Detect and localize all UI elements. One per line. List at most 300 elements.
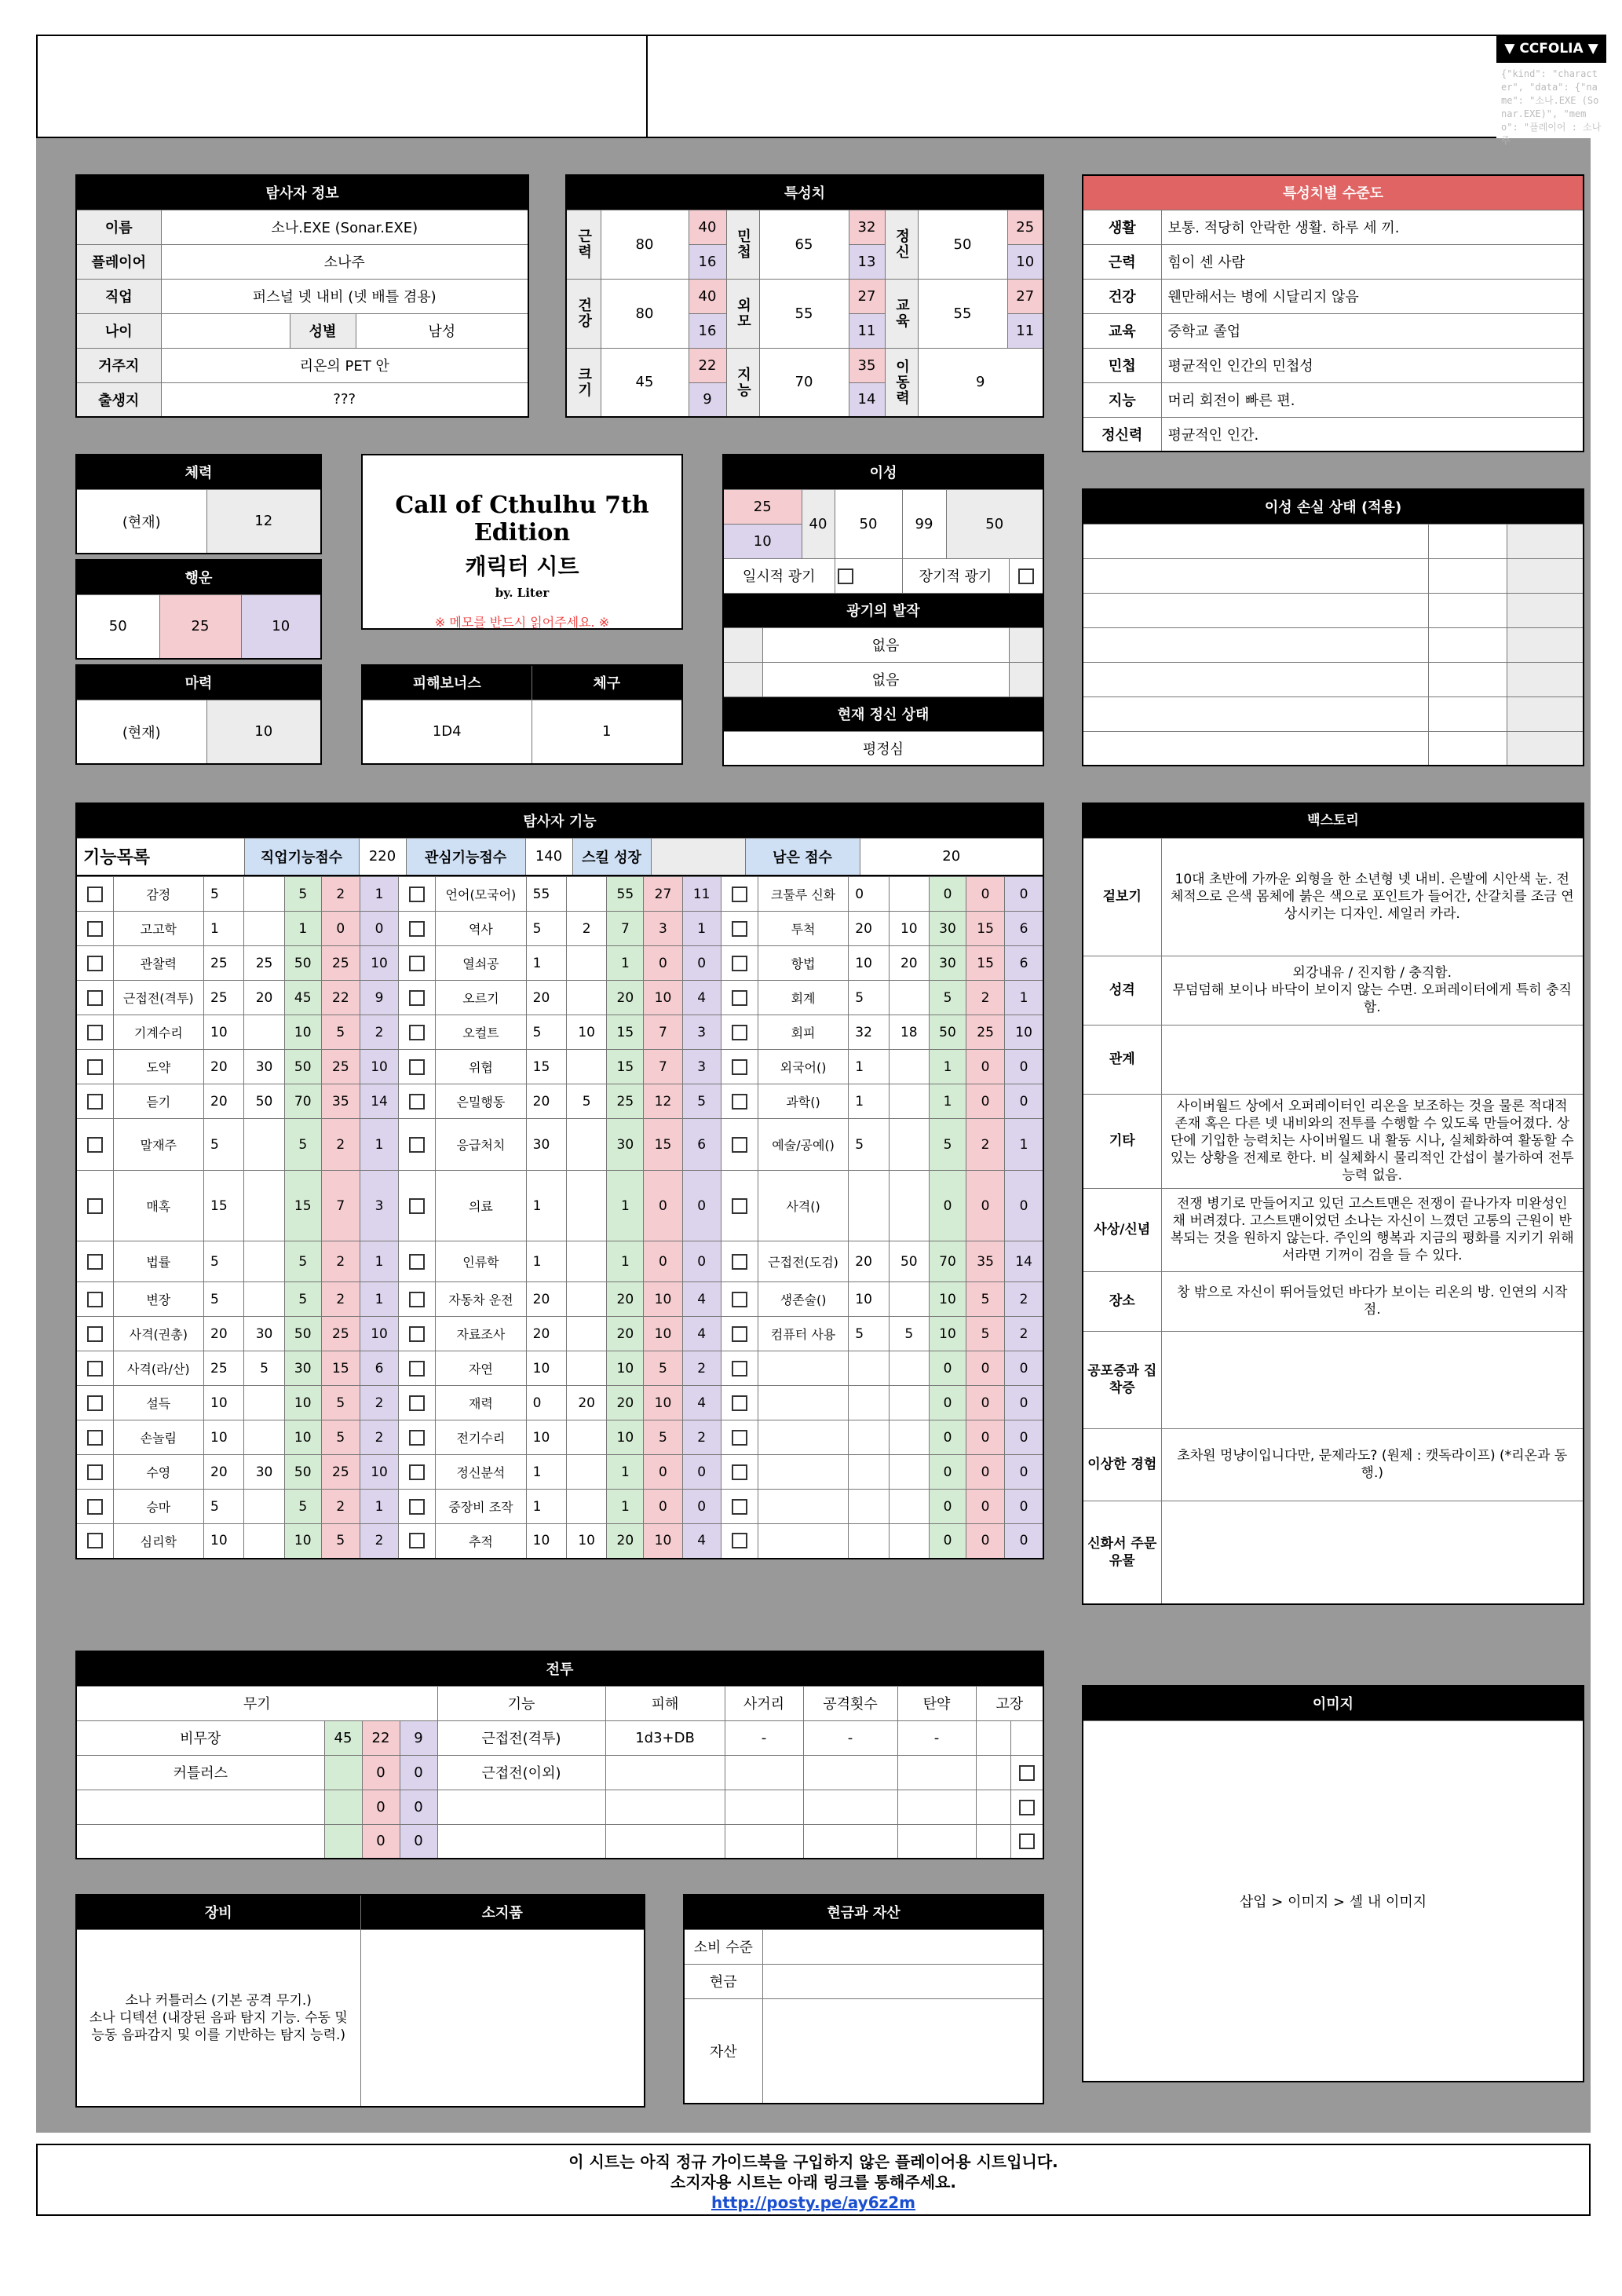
skill-base[interactable]: 5	[204, 877, 244, 912]
weapon-range[interactable]: -	[725, 1720, 803, 1755]
skill-occupation[interactable]: 25	[244, 946, 284, 981]
sex-field[interactable]: 남성	[356, 313, 528, 348]
skill-half: 2	[321, 877, 360, 912]
sanity-loss-cell[interactable]	[1428, 731, 1507, 766]
skill-occupation[interactable]	[889, 1050, 929, 1084]
skill-occupation[interactable]: 2	[567, 912, 607, 946]
skill-check-cell	[721, 946, 758, 981]
skill-base[interactable]: 32	[849, 1015, 889, 1050]
skill-base[interactable]	[849, 1490, 889, 1524]
weapon-ammo[interactable]: -	[897, 1720, 976, 1755]
skill-occupation[interactable]	[889, 1119, 929, 1171]
weapon-ammo[interactable]	[897, 1824, 976, 1859]
skill-check-cell	[399, 1490, 436, 1524]
skill-base[interactable]: 1	[526, 1455, 566, 1490]
sanity-current[interactable]: 50	[835, 489, 902, 558]
skill-half: 25	[321, 1455, 360, 1490]
skill-occupation[interactable]	[244, 1524, 284, 1559]
skill-checkbox[interactable]	[732, 1464, 747, 1480]
skill-checkbox[interactable]	[87, 921, 103, 937]
skill-occupation[interactable]: 30	[244, 1050, 284, 1084]
level-value[interactable]: 웬만해서는 병에 시달리지 않음	[1161, 279, 1584, 313]
footer-link[interactable]: http://posty.pe/ay6z2m	[711, 2193, 916, 2212]
skill-base[interactable]	[849, 1420, 889, 1455]
skill-occupation[interactable]	[567, 1241, 607, 1282]
residence-field[interactable]: 리온의 PET 안	[161, 348, 528, 382]
level-value[interactable]: 보통. 적당히 안락한 생활. 하루 세 끼.	[1161, 210, 1584, 244]
malfunction-checkbox[interactable]	[1019, 1834, 1035, 1849]
skill-base[interactable]: 15	[204, 1171, 244, 1241]
skill-base[interactable]: 10	[526, 1524, 566, 1559]
skill-checkbox[interactable]	[409, 1395, 425, 1411]
skill-occupation[interactable]	[244, 1282, 284, 1317]
skill-checkbox[interactable]	[87, 990, 103, 1006]
skill-occupation[interactable]	[567, 1282, 607, 1317]
skill-checkbox[interactable]	[87, 1430, 103, 1446]
skill-occupation[interactable]	[889, 1282, 929, 1317]
possessions-field[interactable]	[360, 1929, 645, 2107]
skill-occupation[interactable]: 5	[889, 1317, 929, 1351]
skill-checkbox[interactable]	[732, 1025, 747, 1040]
skill-occupation[interactable]	[889, 1455, 929, 1490]
skill-checkbox[interactable]	[409, 1254, 425, 1270]
skill-occupation[interactable]	[244, 1386, 284, 1420]
malfunction-checkbox[interactable]	[1019, 1765, 1035, 1781]
skill-occupation[interactable]	[567, 1171, 607, 1241]
skill-checkbox[interactable]	[87, 1499, 103, 1515]
weapon-damage[interactable]: 1d3+DB	[605, 1720, 725, 1755]
sanity-loss-cell[interactable]	[1083, 696, 1428, 731]
skill-base[interactable]	[849, 1524, 889, 1559]
skill-occupation[interactable]	[889, 1386, 929, 1420]
skill-base[interactable]: 1	[526, 946, 566, 981]
skill-row	[76, 1420, 1043, 1455]
skill-checkbox[interactable]	[732, 1326, 747, 1342]
equipment-text[interactable]: 소나 커틀러스 (기본 공격 무기.) 소나 디텍션 (내장된 음파 탐지 기능. 수동 및 능동 음파감지 및 이를 기반하는 탐지 능력.)	[76, 1929, 360, 2107]
skill-occupation[interactable]	[567, 1490, 607, 1524]
skill-checkbox[interactable]	[87, 1094, 103, 1110]
skill-checkbox[interactable]	[409, 956, 425, 971]
backstory-value[interactable]: 10대 초반에 가까운 외형을 한 소년형 넷 내비. 은발에 시안색 눈. 전체적으로 은색 몸체에 붉은 색으로 포인트가 들어간, 산갈치를 조금 연상시키는 디자인. 세일러 카라.	[1161, 838, 1584, 956]
mov-value[interactable]: 9	[918, 348, 1043, 417]
weapon-ammo[interactable]	[897, 1755, 976, 1790]
skill-occupation[interactable]	[244, 1171, 284, 1241]
image-title: 이미지	[1083, 1686, 1584, 1720]
skill-base[interactable]: 20	[204, 1084, 244, 1119]
str-value[interactable]: 80	[601, 210, 689, 279]
malfunction-cell[interactable]	[976, 1720, 1010, 1755]
level-value[interactable]: 중학교 졸업	[1161, 313, 1584, 348]
skill-base[interactable]: 1	[849, 1084, 889, 1119]
skill-checkbox[interactable]	[732, 1499, 747, 1515]
skill-base[interactable]: 5	[204, 1119, 244, 1171]
skill-occupation[interactable]: 10	[889, 912, 929, 946]
temp-insanity-checkbox[interactable]	[838, 569, 853, 584]
skill-base[interactable]	[849, 1455, 889, 1490]
backstory-value[interactable]: 초차원 멍냥이입니다만, 문제라도? (원제 : 캣독라이프) (*리온과 동행.)	[1161, 1428, 1584, 1501]
skills-table	[75, 876, 1044, 1559]
skill-occupation[interactable]: 30	[244, 1455, 284, 1490]
skill-checkbox[interactable]	[87, 1137, 103, 1153]
skill-checkbox[interactable]	[87, 1254, 103, 1270]
skill-checkbox[interactable]	[409, 887, 425, 902]
skill-occupation[interactable]	[244, 1490, 284, 1524]
skill-occupation[interactable]	[244, 877, 284, 912]
skill-checkbox[interactable]	[732, 990, 747, 1006]
skill-name: 전기수리	[436, 1420, 527, 1455]
skill-occupation[interactable]	[244, 1420, 284, 1455]
weapon-skill[interactable]	[437, 1824, 605, 1859]
skill-checkbox[interactable]	[87, 1059, 103, 1075]
skill-checkbox[interactable]	[732, 1292, 747, 1307]
skill-fifth: 3	[682, 1015, 721, 1050]
sanity-loss-cell[interactable]	[1083, 593, 1428, 627]
skill-checkbox[interactable]	[409, 1464, 425, 1480]
bout-row-2[interactable]: 없음	[762, 662, 1009, 696]
skill-occupation[interactable]: 10	[567, 1524, 607, 1559]
skill-occupation[interactable]	[889, 1420, 929, 1455]
skill-base[interactable]: 10	[526, 1420, 566, 1455]
skill-half: 25	[966, 1015, 1005, 1050]
skill-base[interactable]: 5	[526, 912, 566, 946]
skill-checkbox[interactable]	[732, 921, 747, 937]
sanity-loss-cell[interactable]	[1083, 731, 1428, 766]
skill-occupation[interactable]	[567, 946, 607, 981]
level-value[interactable]: 힘이 센 사람	[1161, 244, 1584, 279]
weapon-range[interactable]	[725, 1790, 803, 1824]
skill-total: 5	[284, 1490, 321, 1524]
damage-bonus-value[interactable]: 1D4	[362, 700, 532, 764]
skill-base[interactable]: 30	[526, 1119, 566, 1171]
skill-base[interactable]: 20	[204, 1050, 244, 1084]
skill-occupation[interactable]	[567, 1351, 607, 1386]
skill-checkbox[interactable]	[87, 1361, 103, 1377]
skill-checkbox[interactable]	[409, 1499, 425, 1515]
sanity-loss-cell[interactable]	[1428, 627, 1507, 662]
skill-base[interactable]: 10	[849, 946, 889, 981]
skill-checkbox[interactable]	[732, 1198, 747, 1214]
skill-base[interactable]: 55	[526, 877, 566, 912]
sanity-loss-cell[interactable]	[1083, 558, 1428, 593]
build-value[interactable]: 1	[532, 700, 682, 764]
skill-checkbox[interactable]	[409, 1533, 425, 1548]
mp-current[interactable]: (현재)	[76, 700, 206, 764]
skill-occupation[interactable]	[889, 877, 929, 912]
skill-base[interactable]: 20	[849, 1241, 889, 1282]
edu-value[interactable]: 55	[918, 279, 1007, 348]
skill-occupation[interactable]: 5	[567, 1084, 607, 1119]
skill-checkbox[interactable]	[732, 1533, 747, 1548]
weapon-range[interactable]	[725, 1824, 803, 1859]
skill-base[interactable]: 5	[849, 1317, 889, 1351]
weapon-name[interactable]	[76, 1824, 324, 1859]
skill-checkbox[interactable]	[409, 1361, 425, 1377]
skill-checkbox[interactable]	[732, 1137, 747, 1153]
skill-checkbox[interactable]	[732, 887, 747, 902]
skill-occupation[interactable]	[889, 1490, 929, 1524]
spending-level-field[interactable]	[762, 1929, 1043, 1964]
backstory-value[interactable]: 외강내유 / 진지함 / 충직함. 무덤덤해 보이나 바닥이 보이지 않는 수면. 오퍼레이터에게 특히 충직함.	[1161, 956, 1584, 1025]
weapon-attacks[interactable]	[803, 1790, 897, 1824]
skill-base[interactable]: 0	[849, 877, 889, 912]
skill-base[interactable]: 5	[204, 1490, 244, 1524]
skill-occupation[interactable]: 10	[567, 1015, 607, 1050]
weapon-damage[interactable]	[605, 1755, 725, 1790]
ccfolia-toggle-button[interactable]: ▼ CCFOLIA ▼	[1496, 35, 1606, 63]
weapon-damage[interactable]	[605, 1790, 725, 1824]
skill-checkbox[interactable]	[732, 1059, 747, 1075]
skill-total: 0	[929, 877, 966, 912]
weapon-skill[interactable]	[437, 1790, 605, 1824]
skill-base[interactable]: 0	[526, 1386, 566, 1420]
skill-occupation[interactable]: 18	[889, 1015, 929, 1050]
skill-checkbox[interactable]	[732, 1361, 747, 1377]
skill-checkbox[interactable]	[87, 1464, 103, 1480]
skill-checkbox[interactable]	[732, 1094, 747, 1110]
name-field[interactable]: 소나.EXE (Sonar.EXE)	[161, 210, 528, 244]
weapon-damage[interactable]	[605, 1824, 725, 1859]
skill-checkbox[interactable]	[732, 956, 747, 971]
backstory-value[interactable]: 창 밖으로 자신이 뛰어들었던 바다가 보이는 리온의 방. 인연의 시작점.	[1161, 1271, 1584, 1331]
skill-base[interactable]: 5	[849, 981, 889, 1015]
skill-base[interactable]: 20	[526, 1317, 566, 1351]
skill-base[interactable]: 10	[526, 1351, 566, 1386]
skill-occupation[interactable]	[244, 1015, 284, 1050]
weapon-name[interactable]: 커틀러스	[76, 1755, 324, 1790]
skill-occupation[interactable]	[889, 1171, 929, 1241]
skill-checkbox[interactable]	[732, 1430, 747, 1446]
skill-occupation[interactable]	[567, 1455, 607, 1490]
skill-row	[76, 1119, 1043, 1171]
backstory-value[interactable]: 전쟁 병기로 만들어지고 있던 고스트맨은 전쟁이 끝나가자 미완성인 채 버려졌다. 고스트맨이었던 소나는 자신이 느꼈던 고통의 근원이 반복되는 것을 원하지 않는다. 주인의 행복과 지금의 평화를 지키기 위해서라면 기꺼이 검을 들 수 있다.	[1161, 1188, 1584, 1271]
skill-checkbox[interactable]	[409, 1198, 425, 1214]
backstory-value[interactable]	[1161, 1501, 1584, 1604]
skill-occupation[interactable]	[567, 1420, 607, 1455]
skill-base[interactable]: 20	[526, 981, 566, 1015]
skill-half: 22	[321, 981, 360, 1015]
skill-occupation[interactable]	[567, 981, 607, 1015]
assets-field[interactable]	[762, 1998, 1043, 2104]
backstory-value[interactable]	[1161, 1331, 1584, 1428]
int-value[interactable]: 70	[759, 348, 849, 417]
skill-fifth: 6	[1005, 946, 1043, 981]
skill-base[interactable]: 20	[849, 912, 889, 946]
malfunction-cell[interactable]	[976, 1824, 1010, 1859]
skill-checkbox[interactable]	[87, 1198, 103, 1214]
skill-occupation[interactable]: 20	[567, 1386, 607, 1420]
malfunction-checkbox[interactable]	[1019, 1800, 1035, 1815]
siz-value[interactable]: 45	[601, 348, 689, 417]
skill-growth-label: 스킬 성장	[572, 838, 651, 876]
skill-occupation[interactable]	[567, 1050, 607, 1084]
skill-checkbox[interactable]	[409, 1137, 425, 1153]
malfunction-cell[interactable]	[976, 1790, 1010, 1824]
weapon-fifth: 0	[400, 1824, 437, 1859]
skill-base[interactable]: 15	[526, 1050, 566, 1084]
skill-occupation[interactable]: 5	[244, 1351, 284, 1386]
skill-occupation[interactable]: 20	[889, 946, 929, 981]
app-value[interactable]: 55	[759, 279, 849, 348]
con-value[interactable]: 80	[601, 279, 689, 348]
sanity-loss-cell[interactable]	[1428, 558, 1507, 593]
level-value[interactable]: 평균적인 인간.	[1161, 417, 1584, 452]
ccfolia-json-text[interactable]: {"kind": "character", "data": {"name": "소나.EXE (Sonar.EXE)", "memo": "플레이어 : 소나주	[1501, 68, 1602, 146]
backstory-value[interactable]: 사이버월드 상에서 오퍼레이터인 리온을 보조하는 것을 물론 적대적 존재 혹은 다른 넷 내비와의 전투를 수행할 수 있도록 만들어졌다. 상단에 기입한 능력치는 사이버월드 내 활동 시나, 실체화하여 활동할 수 있는 상황을 전제로 한다. 비 실체화시 물리적인 간섭이 불가하여 전투능력 없음.	[1161, 1094, 1584, 1188]
skill-total: 7	[607, 912, 644, 946]
skill-base[interactable]: 20	[204, 1317, 244, 1351]
job-points-label: 직업기능점수	[244, 838, 359, 876]
skill-checkbox[interactable]	[409, 1326, 425, 1342]
skill-base[interactable]: 25	[204, 981, 244, 1015]
skill-occupation[interactable]	[567, 1317, 607, 1351]
weapon-name[interactable]	[76, 1790, 324, 1824]
skill-base[interactable]: 25	[204, 946, 244, 981]
weapon-attacks[interactable]: -	[803, 1720, 897, 1755]
skill-base[interactable]: 5	[526, 1015, 566, 1050]
skill-checkbox[interactable]	[87, 1533, 103, 1548]
skill-check-cell	[76, 1420, 113, 1455]
skill-occupation[interactable]	[244, 1119, 284, 1171]
luck-value[interactable]: 50	[76, 594, 159, 659]
dex-value[interactable]: 65	[759, 210, 849, 279]
skill-base[interactable]: 1	[526, 1241, 566, 1282]
skill-checkbox[interactable]	[87, 887, 103, 902]
skill-base[interactable]: 10	[204, 1420, 244, 1455]
mp-max: 10	[206, 700, 321, 764]
sanity-loss-cell[interactable]	[1083, 524, 1428, 558]
weapon-ammo[interactable]	[897, 1790, 976, 1824]
skill-occupation[interactable]	[244, 912, 284, 946]
skill-occupation[interactable]: 30	[244, 1317, 284, 1351]
skill-name: 자동차 운전	[436, 1282, 527, 1317]
pow-value[interactable]: 50	[918, 210, 1007, 279]
skill-total: 70	[284, 1084, 321, 1119]
skill-occupation[interactable]: 50	[889, 1241, 929, 1282]
skill-base[interactable]: 20	[204, 1455, 244, 1490]
skill-occupation[interactable]	[244, 1241, 284, 1282]
skill-checkbox[interactable]	[409, 1292, 425, 1307]
skill-checkbox[interactable]	[87, 1292, 103, 1307]
skill-checkbox[interactable]	[87, 1326, 103, 1342]
skill-occupation[interactable]	[567, 877, 607, 912]
weapon-name[interactable]: 비무장	[76, 1720, 324, 1755]
skill-occupation[interactable]	[889, 1351, 929, 1386]
skill-base[interactable]	[849, 1386, 889, 1420]
sanity-loss-cell[interactable]	[1428, 593, 1507, 627]
skill-occupation[interactable]	[889, 1084, 929, 1119]
skill-base[interactable]	[849, 1351, 889, 1386]
image-placeholder[interactable]: 삽입 > 이미지 > 셀 내 이미지	[1083, 1720, 1584, 2082]
birthplace-field[interactable]: ???	[161, 382, 528, 417]
malfunction-cell[interactable]	[976, 1755, 1010, 1790]
skill-check-cell	[721, 1015, 758, 1050]
occupation-field[interactable]: 퍼스널 넷 내비 (넷 배틀 겸용)	[161, 279, 528, 313]
sanity-loss-cell[interactable]	[1428, 662, 1507, 696]
skill-base[interactable]: 1	[204, 912, 244, 946]
skill-total: 15	[607, 1015, 644, 1050]
weapon-skill[interactable]: 근접전(이외)	[437, 1755, 605, 1790]
skill-base[interactable]: 20	[526, 1084, 566, 1119]
skill-base[interactable]: 20	[526, 1282, 566, 1317]
sanity-loss-cell[interactable]	[1083, 627, 1428, 662]
backstory-key: 신화서 주문 유물	[1083, 1501, 1161, 1604]
skill-occupation[interactable]: 50	[244, 1084, 284, 1119]
skill-fifth: 4	[682, 1317, 721, 1351]
skill-checkbox[interactable]	[409, 1430, 425, 1446]
footer-notice	[36, 2144, 1591, 2216]
sanity-loss-cell[interactable]	[1428, 524, 1507, 558]
skill-half: 2	[321, 1490, 360, 1524]
skill-base[interactable]: 10	[204, 1524, 244, 1559]
skill-checkbox[interactable]	[732, 1254, 747, 1270]
backstory-value[interactable]	[1161, 1025, 1584, 1094]
skill-occupation[interactable]: 20	[244, 981, 284, 1015]
skill-base[interactable]: 10	[204, 1015, 244, 1050]
level-value[interactable]: 머리 회전이 빠른 편.	[1161, 382, 1584, 417]
edu-label: 교육	[885, 279, 918, 348]
cash-field[interactable]	[762, 1964, 1043, 1998]
bout-row-1[interactable]: 없음	[762, 627, 1009, 662]
mental-state-value[interactable]: 평정심	[723, 731, 1043, 766]
skill-base[interactable]: 5	[204, 1241, 244, 1282]
skill-occupation[interactable]	[889, 981, 929, 1015]
skill-base[interactable]: 10	[204, 1386, 244, 1420]
skill-occupation[interactable]	[889, 1524, 929, 1559]
skill-checkbox[interactable]	[409, 990, 425, 1006]
sanity-loss-cell[interactable]	[1083, 662, 1428, 696]
weapon-range[interactable]	[725, 1755, 803, 1790]
skill-base[interactable]: 1	[526, 1490, 566, 1524]
skill-checkbox[interactable]	[87, 956, 103, 971]
skill-base[interactable]: 1	[526, 1171, 566, 1241]
skill-base[interactable]: 5	[849, 1119, 889, 1171]
skill-occupation[interactable]	[567, 1119, 607, 1171]
hp-current[interactable]: (현재)	[76, 489, 206, 554]
cash-label: 현금	[684, 1964, 762, 1998]
level-value[interactable]: 평균적인 인간의 민첩성	[1161, 348, 1584, 382]
player-field[interactable]: 소나주	[161, 244, 528, 279]
skill-checkbox[interactable]	[409, 1094, 425, 1110]
sanity-loss-cell[interactable]	[1428, 696, 1507, 731]
skill-base[interactable]: 10	[849, 1282, 889, 1317]
age-field[interactable]	[161, 313, 290, 348]
weapon-value	[324, 1755, 362, 1790]
skill-fifth: 4	[682, 1282, 721, 1317]
sanity-daily: 50	[946, 489, 1043, 558]
money-table	[683, 1894, 1044, 2104]
skill-base[interactable]: 5	[204, 1282, 244, 1317]
skill-checkbox[interactable]	[409, 1059, 425, 1075]
skill-base[interactable]	[849, 1171, 889, 1241]
skill-check-cell	[399, 1317, 436, 1351]
indef-insanity-checkbox[interactable]	[1018, 569, 1034, 584]
weapon-attacks[interactable]	[803, 1824, 897, 1859]
skill-half: 0	[966, 1420, 1005, 1455]
skill-checkbox[interactable]	[409, 921, 425, 937]
weapon-skill[interactable]: 근접전(격투)	[437, 1720, 605, 1755]
skill-fifth: 9	[360, 981, 398, 1015]
skill-fifth: 1	[1005, 981, 1043, 1015]
skill-checkbox[interactable]	[409, 1025, 425, 1040]
skill-half: 5	[321, 1524, 360, 1559]
skill-checkbox[interactable]	[87, 1395, 103, 1411]
skill-checkbox[interactable]	[732, 1395, 747, 1411]
skill-row	[76, 1084, 1043, 1119]
weapon-attacks[interactable]	[803, 1755, 897, 1790]
skill-base[interactable]: 1	[849, 1050, 889, 1084]
skill-checkbox[interactable]	[87, 1025, 103, 1040]
skill-base[interactable]: 25	[204, 1351, 244, 1386]
